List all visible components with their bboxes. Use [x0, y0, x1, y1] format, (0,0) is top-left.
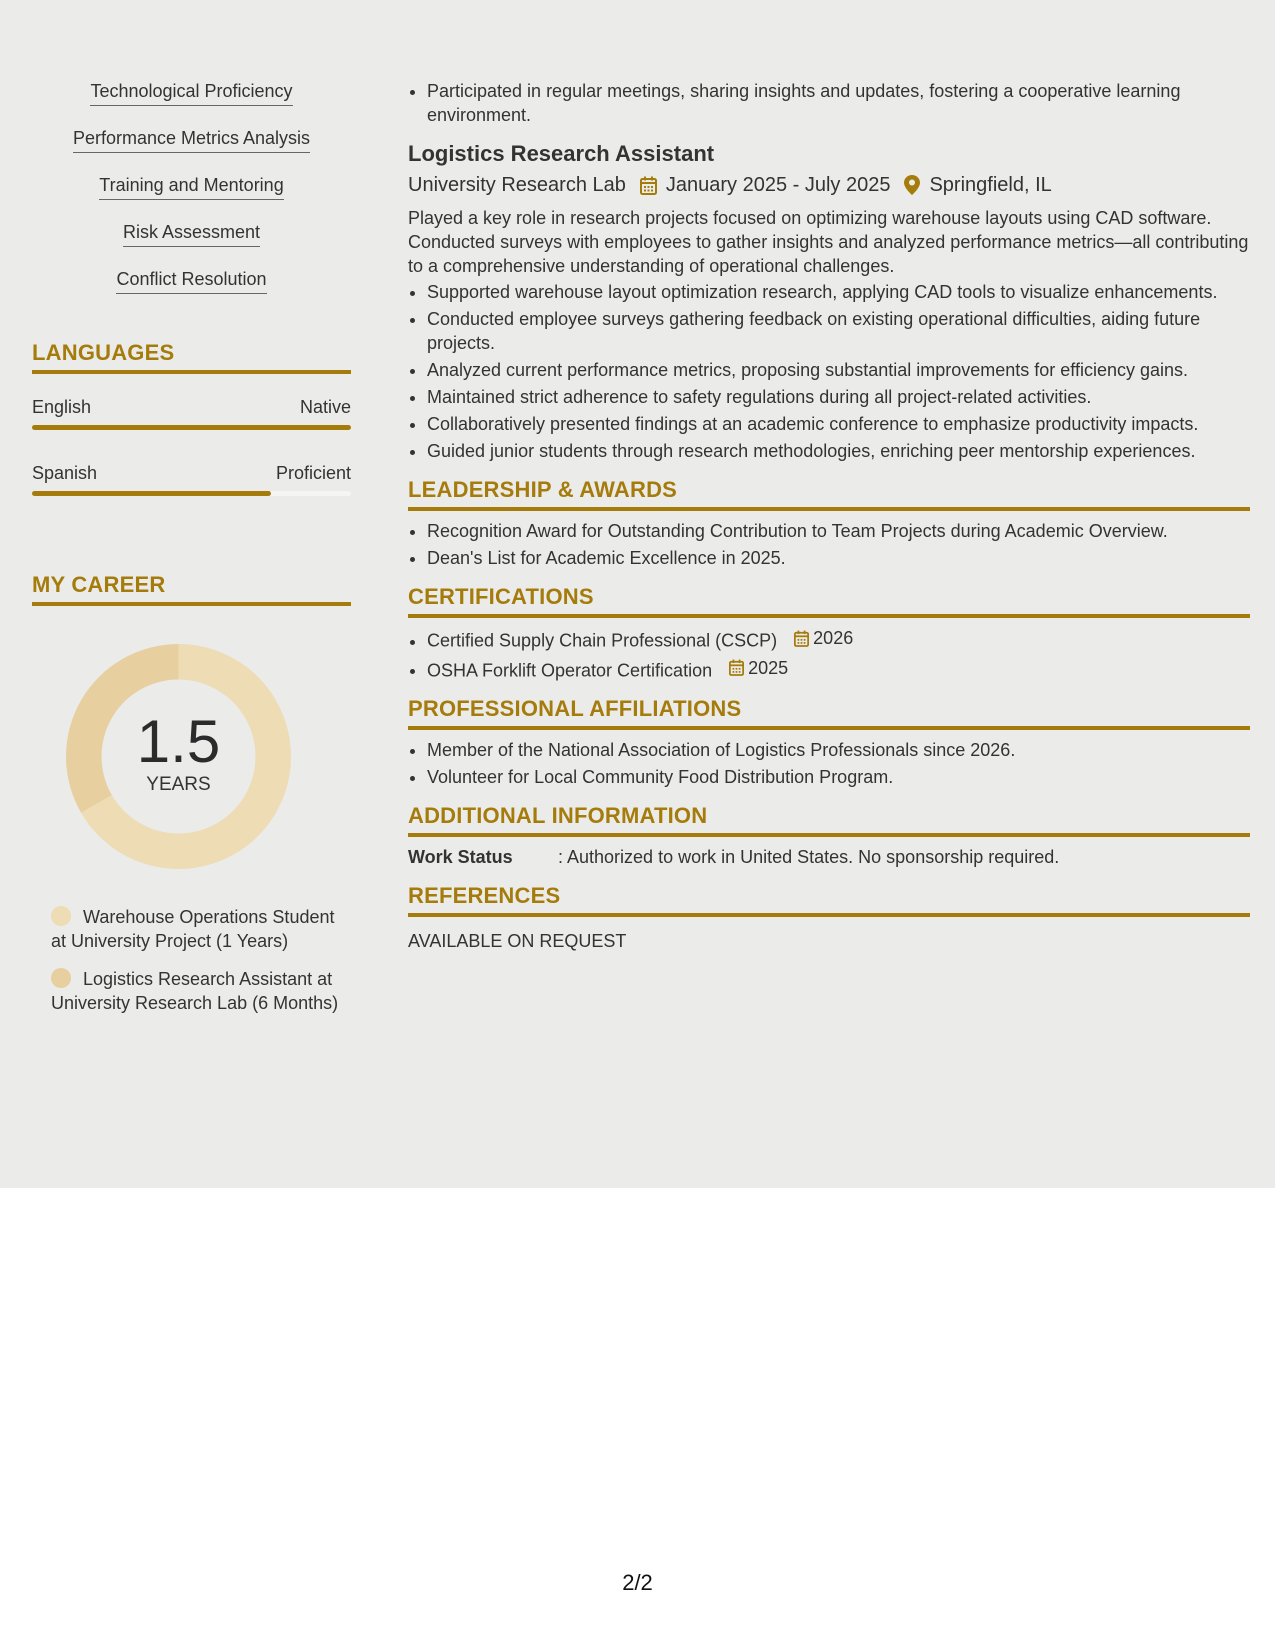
- language-proficiency-bar: [32, 425, 351, 430]
- map-pin-icon: [904, 175, 920, 195]
- legend-dot: [51, 968, 71, 988]
- legend-dot: [51, 906, 71, 926]
- work-status-value: : Authorized to work in United States. No sponsorship required.: [558, 847, 1060, 867]
- right-column: [408, 79, 1250, 953]
- certifications-section: [408, 584, 1250, 682]
- language-row: [32, 396, 351, 418]
- leadership-heading: LEADERSHIP & AWARDS: [408, 477, 1250, 511]
- bullet-item: • Supported warehouse layout optimization research, applying CAD tools to visualize enhancements.: [427, 280, 1250, 304]
- references-heading: REFERENCES: [408, 883, 1250, 917]
- career-legend-item: [51, 905, 341, 953]
- career-center-label: [66, 644, 291, 869]
- calendar-icon: [640, 176, 657, 195]
- job-bullets: [408, 280, 1250, 463]
- career-legend-item: [51, 967, 341, 1015]
- certification-year: 2025: [748, 657, 789, 678]
- previous-job-bullets: [408, 79, 1250, 127]
- bullet-item: • Conducted employee surveys gathering feedback on existing operational difficulties, aiding future projects.: [427, 307, 1250, 355]
- bullet-item: • Maintained strict adherence to safety regulations during all project-related activities.: [427, 385, 1250, 409]
- skill-item: Technological Proficiency: [90, 80, 292, 106]
- legend-label: Logistics Research Assistant at University Research Lab (6 Months): [51, 969, 339, 1013]
- skills-list: [32, 80, 351, 315]
- skill-item: Training and Mentoring: [99, 174, 283, 200]
- career-total-unit: YEARS: [146, 773, 211, 795]
- left-column: [32, 80, 351, 1029]
- bullet-item: • Analyzed current performance metrics, proposing substantial improvements for efficiency gains.: [427, 358, 1250, 382]
- certification-date: [794, 626, 853, 650]
- additional-info-section: [408, 803, 1250, 869]
- bullet-item: • Member of the National Association of Logistics Professionals since 2026.: [427, 738, 1250, 762]
- additional-info-heading: ADDITIONAL INFORMATION: [408, 803, 1250, 837]
- career-legend: [32, 905, 341, 1015]
- language-name: English: [32, 397, 92, 417]
- skill-item: Performance Metrics Analysis: [73, 127, 310, 153]
- language-level: Native: [299, 397, 351, 417]
- bullet-item: • Recognition Award for Outstanding Contribution to Team Projects during Academic Overview.: [427, 519, 1250, 543]
- references-text: AVAILABLE ON REQUEST: [408, 931, 627, 951]
- language-proficiency-bar: [32, 491, 351, 496]
- job-company: University Research Lab: [408, 174, 626, 196]
- job-title: Logistics Research Assistant: [408, 141, 715, 166]
- bullet-item: • Volunteer for Local Community Food Distribution Program.: [427, 765, 1250, 789]
- job-location: Springfield, IL: [929, 174, 1052, 196]
- languages-heading: LANGUAGES: [32, 340, 351, 374]
- skill-item: Conflict Resolution: [116, 268, 266, 294]
- legend-label: Warehouse Operations Student at University Project (1 Years): [51, 907, 335, 951]
- job-meta: [408, 172, 1250, 198]
- skill-item: Risk Assessment: [123, 221, 260, 247]
- work-status-row: [408, 845, 1250, 869]
- bullet-item: • Guided junior students through research methodologies, enriching peer mentorship experiences.: [427, 439, 1250, 463]
- calendar-icon: [729, 659, 744, 676]
- affiliations-section: [408, 696, 1250, 789]
- career-donut-chart: [66, 644, 291, 869]
- bullet-item: • Collaboratively presented findings at an academic conference to emphasize productivity impacts.: [427, 412, 1250, 436]
- certifications-heading: CERTIFICATIONS: [408, 584, 1250, 618]
- language-proficiency-fill: [32, 491, 271, 496]
- languages-section: [32, 340, 351, 496]
- certification-item: [427, 626, 1250, 653]
- certification-name: Certified Supply Chain Professional (CSCP): [427, 630, 778, 651]
- language-level: Proficient: [275, 463, 351, 483]
- certification-name: OSHA Forklift Operator Certification: [427, 660, 713, 680]
- page-number: 2/2: [622, 1570, 653, 1595]
- certification-item: [427, 656, 1250, 683]
- job-dates: January 2025 - July 2025: [665, 174, 891, 196]
- leadership-list: [408, 519, 1250, 570]
- bullet-item: • Participated in regular meetings, sharing insights and updates, fostering a cooperative learning environment.: [427, 79, 1250, 127]
- leadership-section: [408, 477, 1250, 570]
- affiliations-list: [408, 738, 1250, 789]
- job-description: Played a key role in research projects focused on optimizing warehouse layouts using CAD software. Conducted surveys with employees to gather insights and analyzed performance metrics—all contributing to a comprehensive understanding of operational challenges.: [408, 208, 1249, 276]
- language-name: Spanish: [32, 463, 98, 483]
- certification-date: [729, 656, 788, 680]
- affiliations-heading: PROFESSIONAL AFFILIATIONS: [408, 696, 1250, 730]
- career-section: [32, 572, 351, 1015]
- references-section: [408, 883, 1250, 953]
- certifications-list: [408, 626, 1250, 682]
- language-row: [32, 462, 351, 484]
- career-total-years: 1.5: [136, 707, 221, 775]
- bullet-item: • Dean's List for Academic Excellence in 2025.: [427, 546, 1250, 570]
- certification-year: 2026: [813, 628, 854, 648]
- work-status-label: Work Status: [408, 847, 513, 867]
- language-proficiency-fill: [32, 425, 351, 430]
- calendar-icon: [794, 630, 809, 647]
- career-heading: MY CAREER: [32, 572, 351, 606]
